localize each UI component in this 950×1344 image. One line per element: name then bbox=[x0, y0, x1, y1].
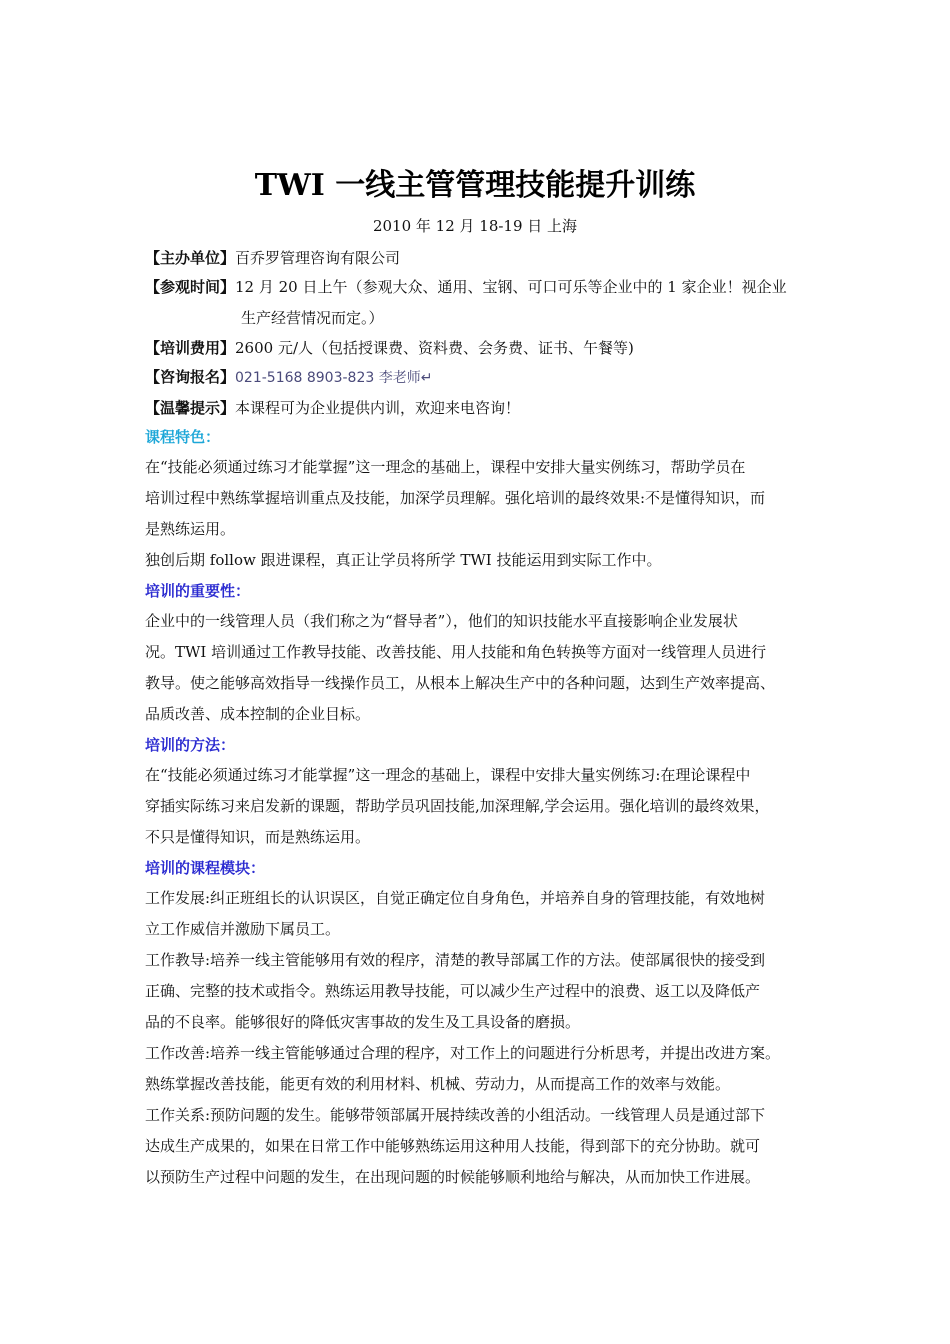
paragraph-line: 是熟练运用。 bbox=[145, 520, 236, 538]
page-subtitle: 2010 年 12 月 18-19 日 上海 bbox=[372, 217, 578, 235]
info-label: 【培训费用】 bbox=[145, 339, 236, 357]
info-visit-time bbox=[145, 276, 787, 297]
paragraph-line: 在“技能必须通过练习才能掌握”这一理念的基础上，课程中安排大量实例练习:在理论课程中 bbox=[145, 766, 751, 784]
section-heading-importance: 培训的重要性： bbox=[145, 582, 251, 600]
contact-phone: 021-5168 8903-823 李老师↵ bbox=[235, 370, 433, 386]
paragraph-line: 培训过程中熟练掌握培训重点及技能，加深学员理解。强化培训的最终效果:不是懂得知识，而 bbox=[145, 489, 766, 507]
paragraph-line: 以预防生产过程中问题的发生，在出现问题的时候能够顺利地给与解决，从而加快工作进展。 bbox=[145, 1168, 761, 1186]
paragraph-line: 独创后期 follow 跟进课程，真正让学员将所学 TWI 技能运用到实际工作中。 bbox=[145, 551, 662, 569]
info-label: 【主办单位】 bbox=[145, 249, 236, 267]
paragraph-line: 企业中的一线管理人员（我们称之为“督导者”），他们的知识技能水平直接影响企业发展状 bbox=[145, 612, 738, 630]
info-tip bbox=[145, 397, 520, 418]
info-label: 【参观时间】 bbox=[145, 278, 236, 296]
paragraph-line: 教导。使之能够高效指导一线操作员工，从根本上解决生产中的各种问题，达到生产效率提高、 bbox=[145, 674, 776, 692]
info-contact bbox=[145, 366, 432, 387]
paragraph-line: 工作改善:培养一线主管能够通过合理的程序，对工作上的问题进行分析思考，并提出改进方案。 bbox=[145, 1044, 781, 1062]
section-heading-features: 课程特色： bbox=[145, 428, 221, 446]
info-value: 本课程可为企业提供内训，欢迎来电咨询！ bbox=[235, 399, 521, 417]
paragraph-line: 熟练掌握改善技能，能更有效的利用材料、机械、劳动力，从而提高工作的效率与效能。 bbox=[145, 1075, 731, 1093]
info-organizer bbox=[145, 247, 400, 268]
info-fee bbox=[145, 337, 634, 358]
info-value: 12 月 20 日上午（参观大众、通用、宝钢、可口可乐等企业中的 1 家企业！视企业 bbox=[235, 278, 787, 296]
info-label: 【咨询报名】 bbox=[145, 368, 236, 386]
paragraph-line: 立工作威信并激励下属员工。 bbox=[145, 920, 341, 938]
info-label: 【温馨提示】 bbox=[145, 399, 236, 417]
info-value: 百乔罗管理咨询有限公司 bbox=[235, 249, 401, 267]
paragraph-line: 况。TWI 培训通过工作教导技能、改善技能、用人技能和角色转换等方面对一线管理人员进行 bbox=[145, 643, 767, 661]
page-title: TWI 一线主管管理技能提升训练 bbox=[254, 168, 696, 203]
paragraph-line: 工作发展:纠正班组长的认识误区，自觉正确定位自身角色，并培养自身的管理技能，有效地树 bbox=[145, 889, 766, 907]
paragraph-line: 在“技能必须通过练习才能掌握”这一理念的基础上，课程中安排大量实例练习，帮助学员在 bbox=[145, 458, 746, 476]
section-heading-modules: 培训的课程模块： bbox=[145, 859, 266, 877]
paragraph-line: 工作关系:预防问题的发生。能够带领部属开展持续改善的小组活动。一线管理人员是通过部下 bbox=[145, 1106, 766, 1124]
info-value: 2600 元/人（包括授课费、资料费、会务费、证书、午餐等) bbox=[235, 339, 634, 357]
paragraph-line: 达成生产成果的，如果在日常工作中能够熟练运用这种用人技能，得到部下的充分协助。就可 bbox=[145, 1137, 761, 1155]
paragraph-line: 品质改善、成本控制的企业目标。 bbox=[145, 705, 371, 723]
paragraph-line: 工作教导:培养一线主管能够用有效的程序，清楚的教导部属工作的方法。使部属很快的接受到 bbox=[145, 951, 766, 969]
paragraph-line: 不只是懂得知识，而是熟练运用。 bbox=[145, 828, 371, 846]
paragraph-line: 品的不良率。能够很好的降低灾害事故的发生及工具设备的磨损。 bbox=[145, 1013, 581, 1031]
paragraph-line: 正确、完整的技术或指令。熟练运用教导技能，可以减少生产过程中的浪费、返工以及降低产 bbox=[145, 982, 761, 1000]
section-heading-method: 培训的方法： bbox=[145, 736, 236, 754]
info-visit-time-cont: 生产经营情况而定。） bbox=[241, 309, 384, 327]
paragraph-line: 穿插实际练习来启发新的课题，帮助学员巩固技能,加深理解,学会运用。强化培训的最终效果， bbox=[145, 797, 770, 815]
